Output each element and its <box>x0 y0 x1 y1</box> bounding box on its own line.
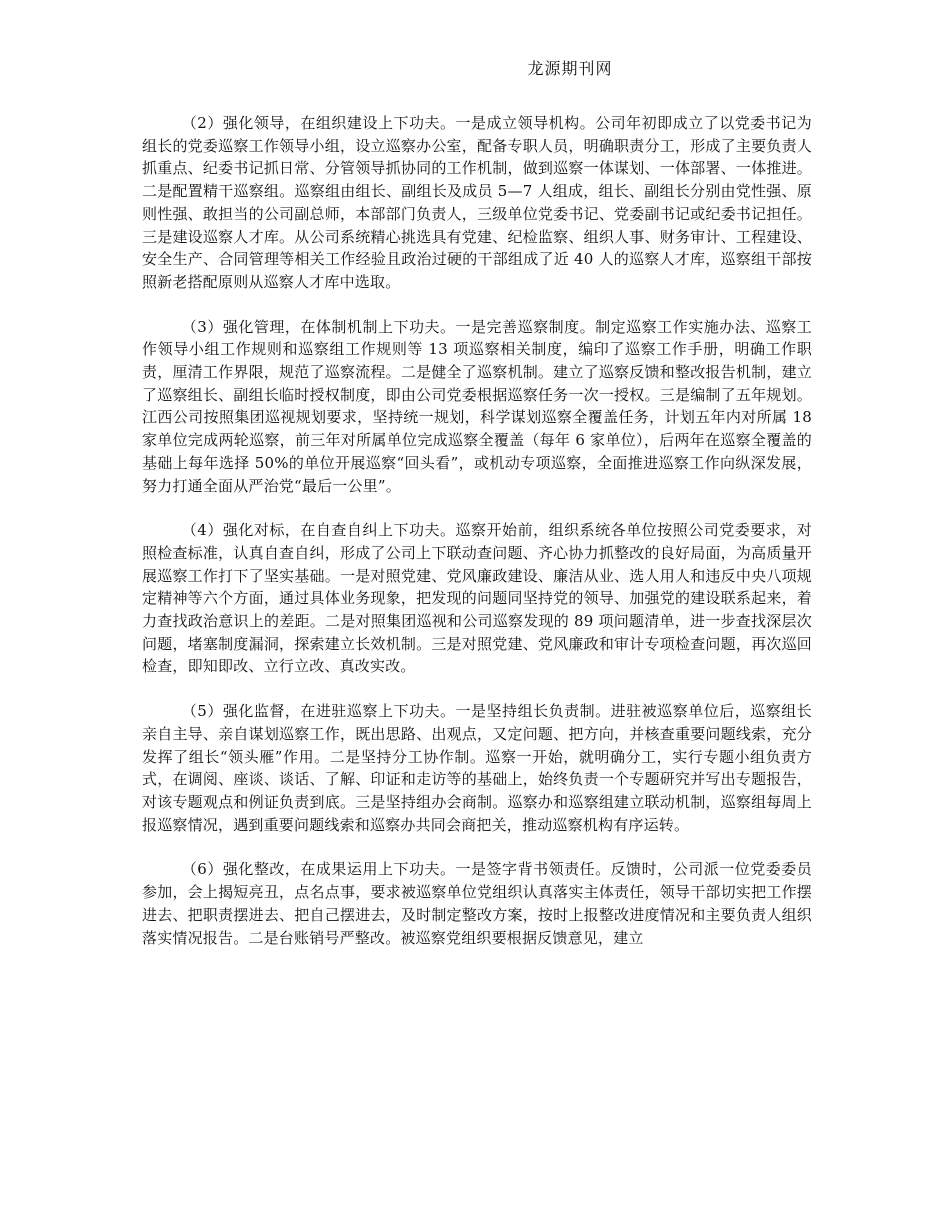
paragraph-5: （5）强化监督，在进驻巡察上下功夫。一是坚持组长负责制。进驻被巡察单位后，巡察组长亲自主导、亲自谋划巡察工作，既出思路、出观点，又定问题、把方向，并核查重要问题线索，充分发挥了组长“领头雁”作用。二是坚持分工协作制。巡察一开始，就明确分工，实行专题小组负责方式，在调阅、座谈、谈话、了解、印证和走访等的基础上，始终负责一个专题研究并写出专题报告，对该专题观点和例证负责到底。三是坚持组办会商制。巡察办和巡察组建立联动机制，巡察组每周上报巡察情况，遇到重要问题线索和巡察办共同会商把关，推动巡察机构有序运转。 <box>142 702 812 834</box>
paragraph-6: （6）强化整改，在成果运用上下功夫。一是签字背书领责任。反馈时，公司派一位党委委员参加，会上揭短亮丑，点名点事，要求被巡察单位党组织认真落实主体责任，领导干部切实把工作摆进去、把职责摆进去、把自己摆进去，及时制定整改方案，按时上报整改进度情况和主要负责人组织落实情况报告。二是台账销号严整改。被巡察党组织要根据反馈意见，建立 <box>142 860 812 947</box>
article-body <box>142 112 812 971</box>
paragraph-2: （2）强化领导，在组织建设上下功夫。一是成立领导机构。公司年初即成立了以党委书记为组长的党委巡察工作领导小组，设立巡察办公室，配备专职人员，明确职责分工，形成了主要负责人抓重点、纪委书记抓日常、分管领导抓协同的工作机制，做到巡察一体谋划、一体部署、一体推进。二是配置精干巡察组。巡察组由组长、副组长及成员 5—7 人组成，组长、副组长分别由党性强、原则性强、敢担当的公司副总师，本部部门负责人，三级单位党委书记、党委副书记或纪委书记担任。三是建设巡察人才库。从公司系统精心挑选具有党建、纪检监察、组织人事、财务审计、工程建设、安全生产、合同管理等相关工作经验且政治过硬的干部组成了近 40 人的巡察人才库，巡察组干部按照新老搭配原则从巡察人才库中选取。 <box>142 114 812 291</box>
page-header-site-name: 龙源期刊网 <box>527 59 613 78</box>
paragraph-3: （3）强化管理，在体制机制上下功夫。一是完善巡察制度。制定巡察工作实施办法、巡察工作领导小组工作规则和巡察组工作规则等 13 项巡察相关制度，编印了巡察工作手册，明确工作职责，厘清工作界限，规范了巡察流程。二是健全了巡察机制。建立了巡察反馈和整改报告机制，建立了巡察组长、副组长临时授权制度，即由公司党委根据巡察任务一次一授权。三是编制了五年规划。江西公司按照集团巡视规划要求，坚持统一规划，科学谋划巡察全覆盖任务，计划五年内对所属 18 家单位完成两轮巡察，前三年对所属单位完成巡察全覆盖（每年 6 家单位），后两年在巡察全覆盖的基础上每年选择 50%的单位开展巡察“回头看”，或机动专项巡察，全面推进巡察工作向纵深发展，努力打通全面从严治党“最后一公里”。 <box>142 317 812 495</box>
paragraph-4: （4）强化对标，在自查自纠上下功夫。巡察开始前，组织系统各单位按照公司党委要求，对照检查标准，认真自查自纠，形成了公司上下联动查问题、齐心协力抓整改的良好局面，为高质量开展巡察工作打下了坚实基础。一是对照党建、党风廉政建设、廉洁从业、选人用人和违反中央八项规定精神等六个方面，通过具体业务现象，把发现的问题同坚持党的领导、加强党的建设联系起来，着力查找政治意识上的差距。二是对照集团巡视和公司巡察发现的 89 项问题清单，进一步查找深层次问题，堵塞制度漏洞，探索建立长效机制。三是对照党建、党风廉政和审计专项检查问题，再次巡回检查，即知即改、立行立改、真改实改。 <box>142 521 812 676</box>
